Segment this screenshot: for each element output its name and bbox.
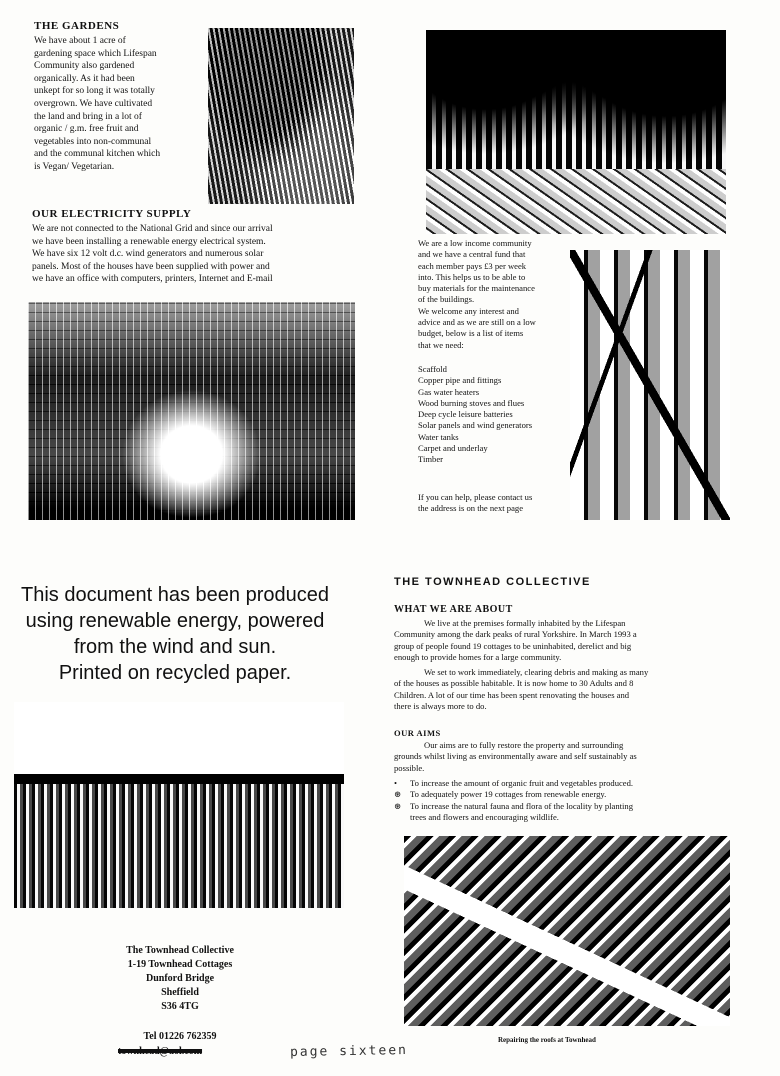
list-item: Deep cycle leisure batteries (418, 409, 513, 420)
electricity-heading: OUR ELECTRICITY SUPPLY (32, 208, 192, 220)
electricity-text: We are not connected to the National Grid and since our arrival we have been installing a renewable energy electrical system. We have six 12 volt d.c. wind generators and numerous solar panels. Most of the houses have been supplied with power and we have an office with computers, printers, Internet and E-mail (32, 224, 273, 285)
about-paragraph-1: We live at the premises formally inhabited by the Lifespan Community among the dark peaks of rural Yorkshire. In March 1993 a group of people found 19 cottages to be uninhabited, derelict and big enough to provide homes for a large community. (394, 618, 637, 662)
aims-heading: OUR AIMS (394, 728, 441, 738)
list-item: Wood burning stoves and flues (418, 397, 525, 408)
aims-list: • To increase the amount of organic fruit and vegetables produced. ⊛ To adequately power 19 cottages from renewable energy. ⊛ To increase the natural fauna and flora of the locality by planting trees and flowers and encouraging wildlife. (394, 778, 730, 823)
needs-intro: We are a low income community and we have a central fund that each member pays £3 per week into. This helps us to be able to buy materials for the maintenance of the buildings. We welcome any interest and advice and as we are still on a low budget, below is a list of items that we need: (418, 238, 536, 350)
needs-items (418, 364, 578, 466)
list-item: Timber (418, 454, 443, 465)
renewable-statement: This document has been produced using renewable energy, powered from the wind and sun. Printed on recycled paper. (21, 584, 329, 684)
gardens-text: We have about 1 acre of gardening space which Lifespan Community also gardened organically. As it had been unkept for so long it was totally overgrown. We have cultivated the land and bring in a lot of organic / g.m. free fruit and vegetables into non-communal and the communal kitchen which is Vegan/ Vegetarian. (34, 36, 161, 172)
cottages-photo (426, 30, 726, 234)
list-item: Copper pipe and fittings (418, 375, 502, 386)
list-item: Scaffold (418, 364, 447, 374)
needs-contact: If you can help, please contact us the address is on the next page (418, 492, 533, 514)
terrace-photo (14, 702, 344, 908)
gardens-heading: THE GARDENS (34, 20, 120, 32)
roof-repair-photo (404, 836, 730, 1026)
list-item: Solar panels and wind generators (418, 420, 533, 431)
scaffold-photo (570, 250, 730, 520)
list-item: Water tanks (418, 431, 459, 442)
terrace-roofline (14, 774, 344, 784)
list-item: ⊛ To increase the natural fauna and flora of the locality by planting (394, 800, 633, 811)
postal-address: The Townhead Collective 1-19 Townhead Cottages Dunford Bridge Sheffield S36 4TG (126, 945, 234, 1012)
rubble-band (426, 169, 726, 234)
aims-intro: Our aims are to fully restore the property and surrounding grounds whilst living as environmentally aware and self sustainably as possible. (394, 740, 637, 773)
list-item: ⊛ To adequately power 19 cottages from renewable energy. (394, 789, 607, 800)
about-heading: WHAT WE ARE ABOUT (394, 604, 513, 615)
list-item: Gas water heaters (418, 386, 480, 397)
page-number-handwritten: page sixteen (289, 1042, 409, 1061)
list-item: • To increase the amount of organic fruit and vegetables produced. (394, 778, 634, 788)
list-item: Carpet and underlay (418, 443, 488, 454)
photo-caption: Repairing the roofs at Townhead (498, 1036, 596, 1044)
garden-photo (208, 28, 354, 204)
solar-panels-photo (28, 302, 355, 520)
about-paragraph-2: We set to work immediately, clearing debris and making as many of the houses as possible habitable. It is now home to 30 Adults and 8 Children. A lot of our time has been spent renovating the houses and there is always more to do. (394, 667, 649, 711)
telephone: Tel 01226 762359 (143, 1031, 217, 1042)
email-redacted: townhead@aol.com (118, 1046, 203, 1057)
collective-title: THE TOWNHEAD COLLECTIVE (394, 576, 591, 588)
